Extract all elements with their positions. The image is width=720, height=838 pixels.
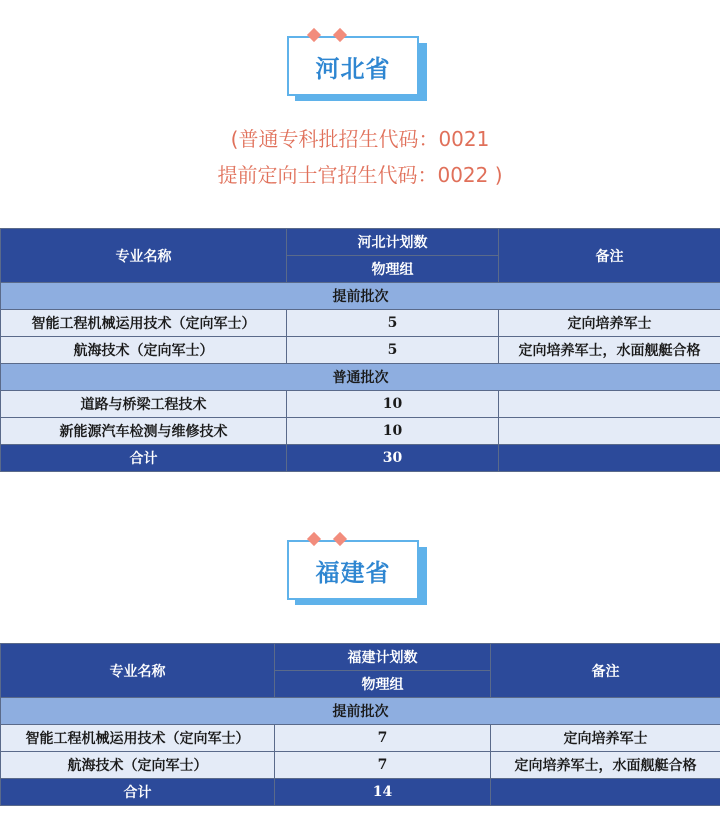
batch-label: 普通批次	[1, 364, 720, 391]
table-row	[1, 337, 720, 364]
total-row	[1, 445, 720, 472]
major-cell: 航海技术（定向军士）	[1, 337, 287, 364]
batch-label: 提前批次	[1, 698, 720, 725]
total-row	[1, 779, 720, 806]
batch-label: 提前批次	[1, 283, 720, 310]
total-note	[491, 779, 720, 806]
count-cell: 7	[275, 752, 491, 779]
province-badge-hebei	[287, 36, 423, 98]
header-note: 备注	[499, 229, 720, 283]
major-cell: 智能工程机械运用技术（定向军士）	[1, 725, 275, 752]
major-cell: 新能源汽车检测与维修技术	[1, 418, 287, 445]
header-group: 物理组	[287, 256, 499, 283]
major-cell: 道路与桥梁工程技术	[1, 391, 287, 418]
count-cell: 10	[287, 391, 499, 418]
table-row	[1, 725, 720, 752]
note-cell: 定向培养军士，水面舰艇合格	[499, 337, 720, 364]
header-major: 专业名称	[1, 229, 287, 283]
note-cell: 定向培养军士	[499, 310, 720, 337]
note-cell: 定向培养军士	[491, 725, 720, 752]
enrollment-codes	[0, 121, 720, 193]
province-title: 福建省	[287, 540, 419, 600]
total-count: 30	[287, 445, 499, 472]
plan-table-fujian	[0, 643, 720, 806]
header-group: 物理组	[275, 671, 491, 698]
total-label: 合计	[1, 779, 275, 806]
table-row	[1, 391, 720, 418]
header-plan: 福建计划数	[275, 644, 491, 671]
count-cell: 5	[287, 310, 499, 337]
total-label: 合计	[1, 445, 287, 472]
major-cell: 航海技术（定向军士）	[1, 752, 275, 779]
note-cell: 定向培养军士，水面舰艇合格	[491, 752, 720, 779]
count-cell: 10	[287, 418, 499, 445]
header-plan: 河北计划数	[287, 229, 499, 256]
total-count: 14	[275, 779, 491, 806]
note-cell	[499, 391, 720, 418]
total-note	[499, 445, 720, 472]
code-line: (普通专科批招生代码：0021	[230, 127, 490, 151]
note-cell	[499, 418, 720, 445]
table-row	[1, 418, 720, 445]
table-row	[1, 752, 720, 779]
count-cell: 7	[275, 725, 491, 752]
province-title: 河北省	[287, 36, 419, 96]
table-row	[1, 310, 720, 337]
province-badge-fujian	[287, 540, 423, 602]
count-cell: 5	[287, 337, 499, 364]
header-major: 专业名称	[1, 644, 275, 698]
major-cell: 智能工程机械运用技术（定向军士）	[1, 310, 287, 337]
plan-table-hebei	[0, 228, 720, 472]
code-line: 提前定向士官招生代码：0022 )	[217, 163, 503, 187]
header-note: 备注	[491, 644, 720, 698]
